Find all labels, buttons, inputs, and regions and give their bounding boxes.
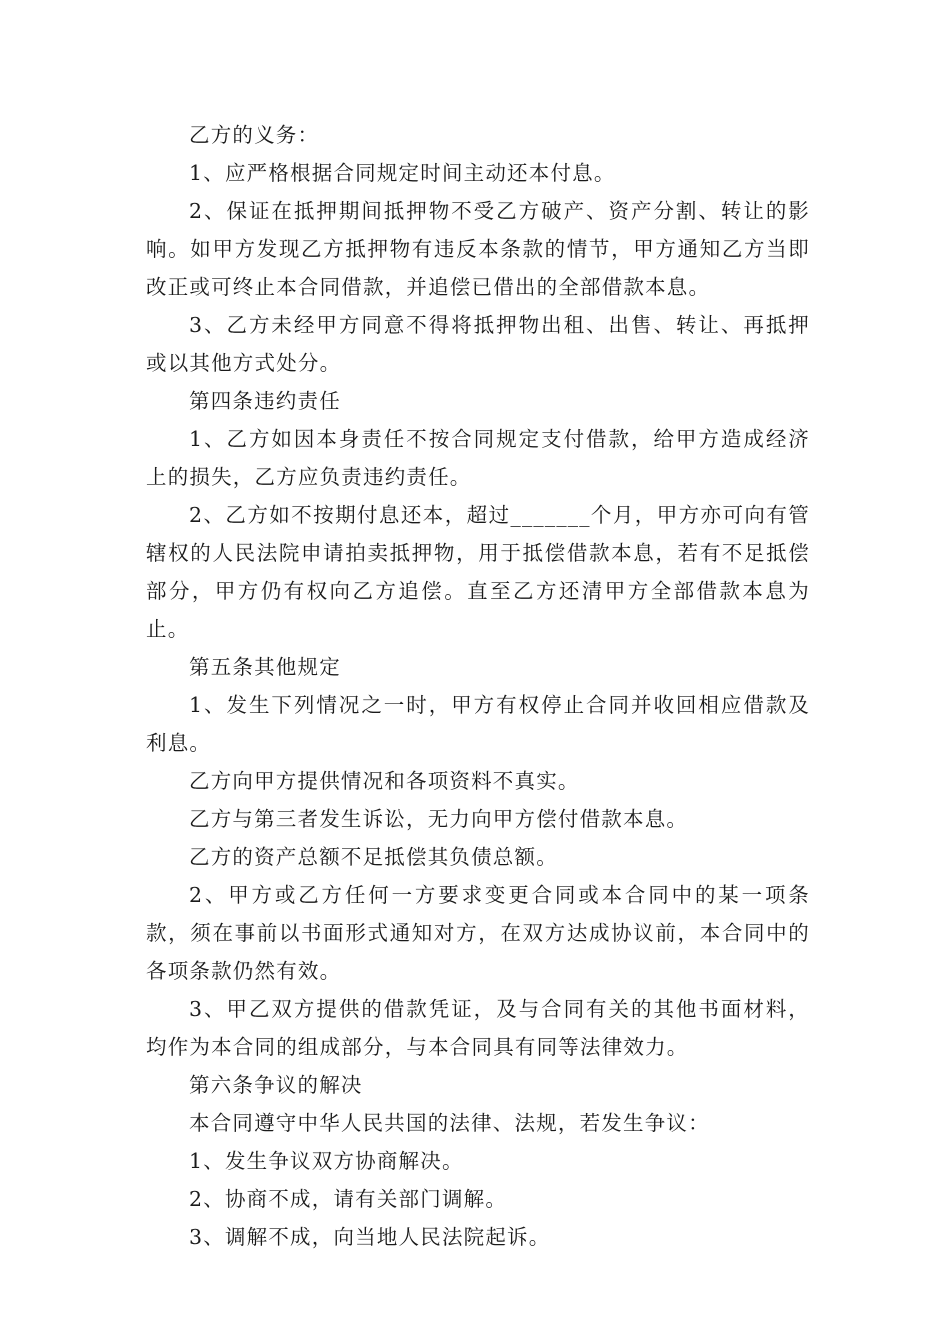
- paragraph-obligation-2: 2、保证在抵押期间抵押物不受乙方破产、资产分割、转让的影响。如甲方发现乙方抵押物有违反本条款的情节，甲方通知乙方当即改正或可终止本合同借款，并追偿已借出的全部借款本息。: [146, 199, 810, 299]
- document-body: [146, 116, 810, 1256]
- paragraph-article-6-item-3: 3、调解不成，向当地人民法院起诉。: [189, 1225, 551, 1249]
- paragraph-condition-3: 乙方的资产总额不足抵偿其负债总额。: [189, 845, 558, 869]
- paragraph-article-5-item-2: 2、甲方或乙方任何一方要求变更合同或本合同中的某一项条款，须在事前以书面形式通知对方，在双方达成协议前，本合同中的各项条款仍然有效。: [146, 883, 810, 983]
- paragraph-article-5-item-3: 3、甲乙双方提供的借款凭证，及与合同有关的其他书面材料，均作为本合同的组成部分，与本合同具有同等法律效力。: [146, 997, 810, 1059]
- paragraph-obligation-1: 1、应严格根据合同规定时间主动还本付息。: [189, 161, 616, 185]
- section-heading-article-6: 第六条争议的解决: [189, 1073, 363, 1097]
- paragraph-obligation-3: 3、乙方未经甲方同意不得将抵押物出租、出售、转让、再抵押或以其他方式处分。: [146, 313, 810, 375]
- paragraph-condition-2: 乙方与第三者发生诉讼，无力向甲方偿付借款本息。: [189, 807, 689, 831]
- paragraph-condition-1: 乙方向甲方提供情况和各项资料不真实。: [189, 769, 580, 793]
- paragraph-article-4-item-2: 2、乙方如不按期付息还本，超过_______个月，甲方亦可向有管辖权的人民法院申请拍卖抵押物，用于抵偿借款本息，若有不足抵偿部分，甲方仍有权向乙方追偿。直至乙方还清甲方全部借款本息为止。: [146, 503, 810, 641]
- section-heading-article-5: 第五条其他规定: [189, 655, 341, 679]
- paragraph-article-6-intro: 本合同遵守中华人民共国的法律、法规，若发生争议：: [189, 1111, 710, 1135]
- section-heading-article-4: 第四条违约责任: [189, 389, 341, 413]
- paragraph-obligations-heading: 乙方的义务：: [189, 123, 320, 147]
- paragraph-article-4-item-1: 1、乙方如因本身责任不按合同规定支付借款，给甲方造成经济上的损失，乙方应负责违约责任。: [146, 427, 810, 489]
- paragraph-article-6-item-2: 2、协商不成，请有关部门调解。: [189, 1187, 508, 1211]
- paragraph-article-6-item-1: 1、发生争议双方协商解决。: [189, 1149, 464, 1173]
- paragraph-article-5-item-1: 1、发生下列情况之一时，甲方有权停止合同并收回相应借款及利息。: [146, 693, 810, 755]
